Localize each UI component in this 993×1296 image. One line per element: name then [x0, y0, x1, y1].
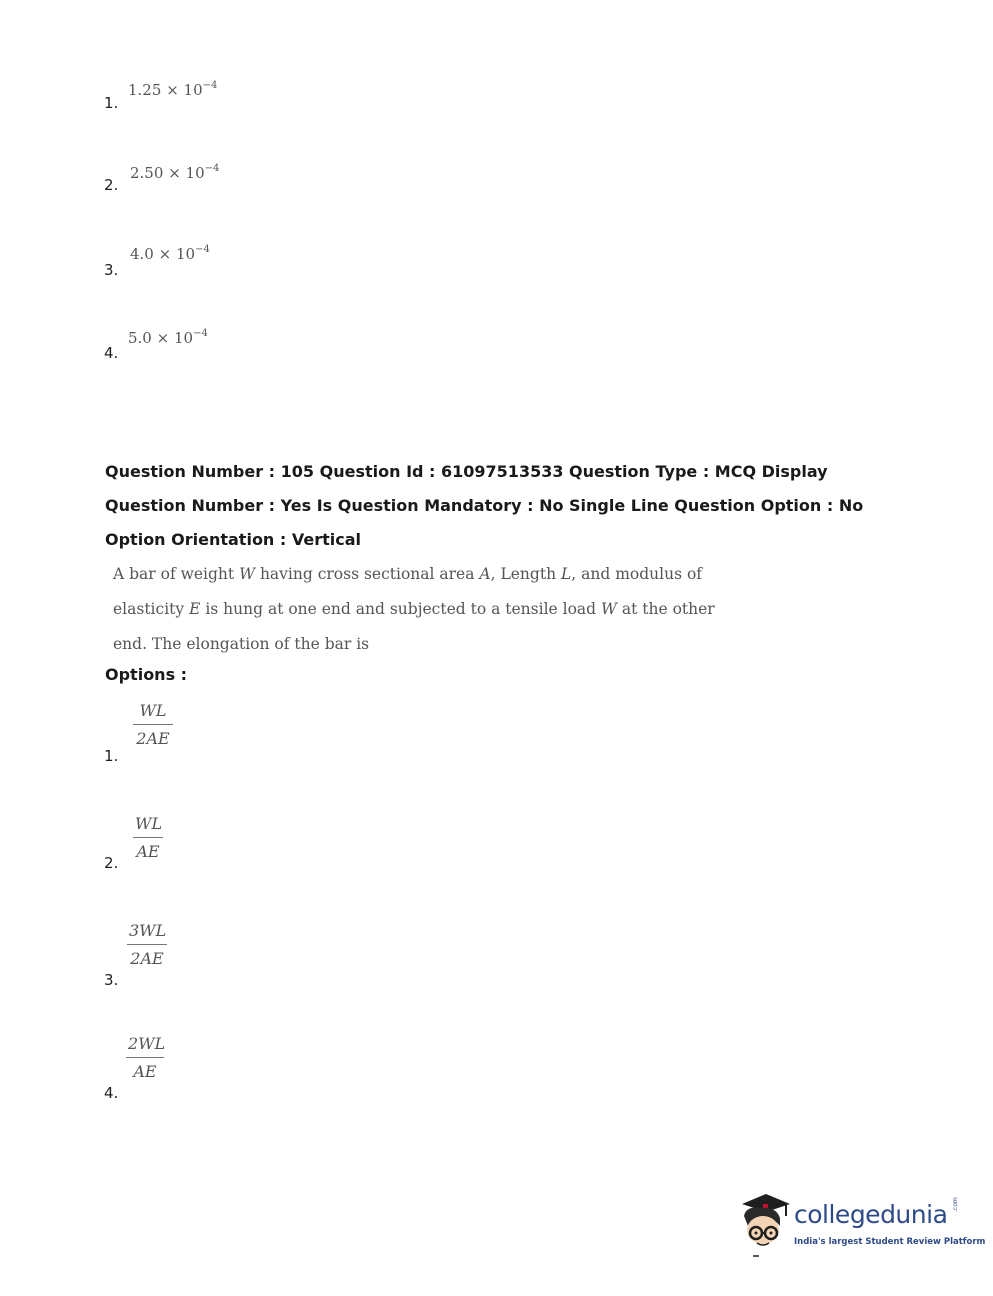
option-2-fraction [133, 814, 163, 861]
option-3-fraction [127, 921, 167, 968]
option-1-denominator: 2AE [136, 729, 170, 748]
option-4-number: 4. [104, 1084, 119, 1102]
prev-option-3-number: 3. [104, 261, 119, 279]
option-3-numerator: 3WL [127, 921, 167, 945]
collegedunia-logo [736, 1190, 986, 1260]
option-2-numerator: WL [133, 814, 163, 838]
mascot-icon [736, 1190, 794, 1260]
option-2-number: 2. [104, 854, 119, 872]
prev-option-2-value: $2.50 \times 10^{-4}$ [130, 163, 220, 182]
prev-option-1-number: 1. [104, 94, 119, 112]
option-1-number: 1. [104, 747, 119, 765]
options-label: Options : [105, 665, 188, 684]
option-4-denominator: AE [133, 1062, 157, 1081]
option-3-denominator: 2AE [130, 949, 164, 968]
prev-option-4-number: 4. [104, 344, 119, 362]
prev-option-1-value: $1.25 \times 10^{-4}$ [128, 80, 218, 99]
question-meta: Question Number : 105 Question Id : 61097513533 Question Type : MCQ Display Question Number : Yes Is Question Mandatory : No Single Line Question Option : No Option Orientation : Vertical [105, 462, 864, 549]
option-3-number: 3. [104, 971, 119, 989]
option-4-fraction [126, 1034, 164, 1081]
question-text: A bar of weight W having cross sectional area A, Length L, and modulus of elasticity E is hung at one end and subjected to a tensile load W at the other end. The elongation of the bar is [113, 565, 715, 653]
prev-option-4-value: $5.0 \times 10^{-4}$ [128, 328, 208, 347]
logo-suffix: .com [952, 1197, 959, 1212]
prev-option-3-value: $4.0 \times 10^{-4}$ [130, 244, 210, 263]
option-4-numerator: 2WL [126, 1034, 164, 1058]
option-1-numerator: WL [133, 701, 173, 725]
prev-option-2-number: 2. [104, 176, 119, 194]
option-1-fraction [133, 701, 173, 748]
logo-name: collegedunia [794, 1200, 948, 1229]
logo-tagline: India's largest Student Review Platform [794, 1237, 986, 1247]
option-2-denominator: AE [136, 842, 160, 861]
